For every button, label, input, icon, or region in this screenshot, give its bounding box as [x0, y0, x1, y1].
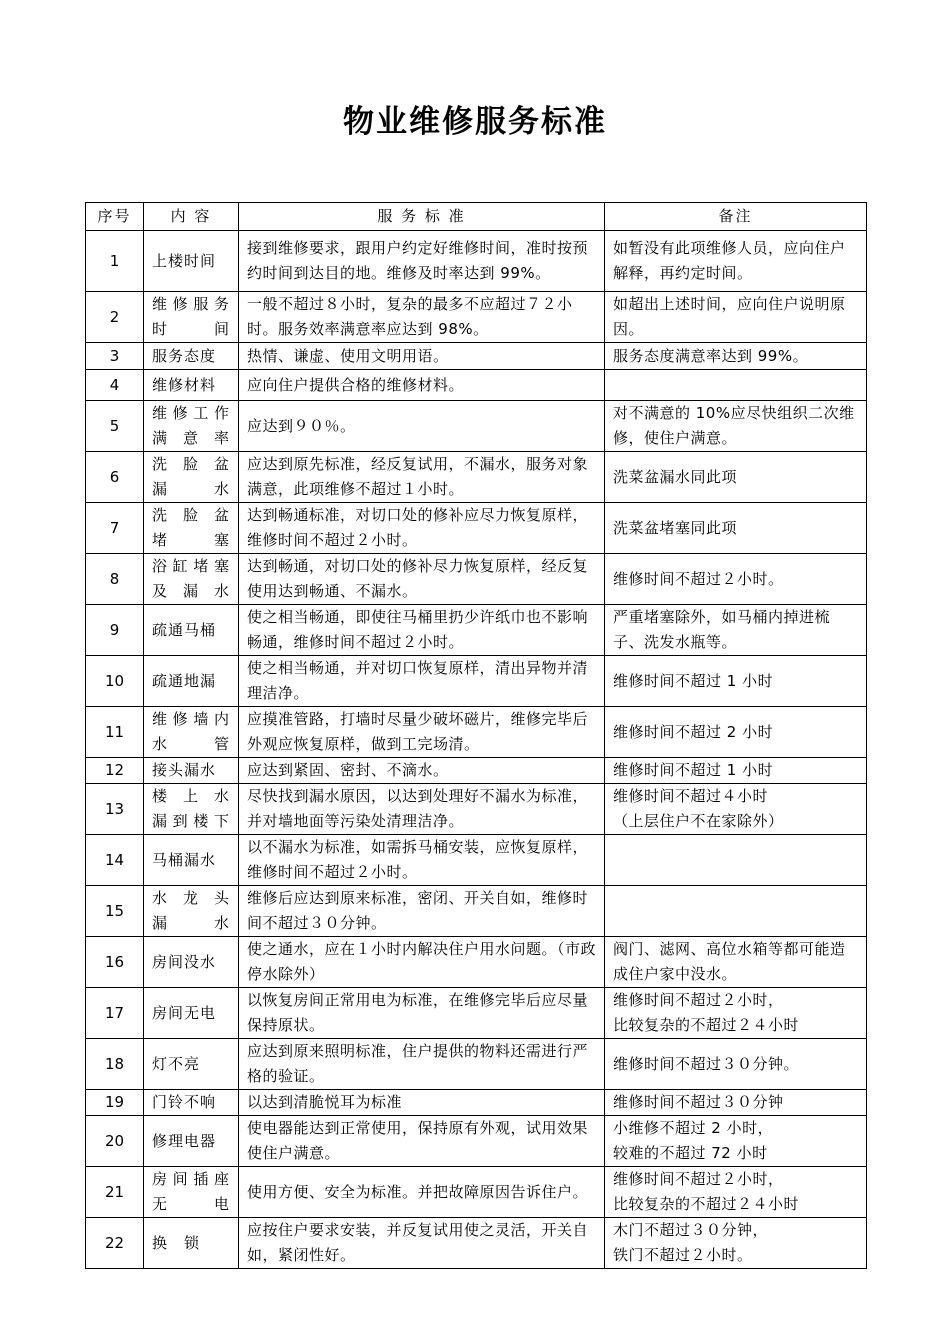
row-item-line: 房间没水	[152, 952, 217, 971]
row-serial-no: 17	[86, 988, 144, 1039]
row-service-standard: 应向住户提供合格的维修材料。	[239, 370, 605, 401]
row-item	[144, 554, 239, 605]
header-remarks: 备注	[605, 203, 867, 231]
row-service-standard: 以不漏水为标准，如需拆马桶安装，应恢复原样，维修时间不超过２小时。	[239, 835, 605, 886]
row-remarks: 阀门、滤网、高位水箱等都可能造成住户家中没水。	[605, 937, 867, 988]
row-item-line: 漏 水	[152, 914, 230, 932]
row-remarks: 维修时间不超过２小时， 比较复杂的不超过２４小时	[605, 1167, 867, 1218]
table-row	[86, 231, 867, 292]
row-remarks: 小维修不超过 2 小时， 较难的不超过 72 小时	[605, 1116, 867, 1167]
row-serial-no: 18	[86, 1039, 144, 1090]
row-item-line: 接头漏水	[152, 761, 217, 779]
row-item	[144, 452, 239, 503]
row-item	[144, 1116, 239, 1167]
row-service-standard: 使用方便、安全为标准。并把故障原因告诉住户。	[239, 1167, 605, 1218]
header-service-standard: 服 务 标 准	[239, 203, 605, 231]
row-service-standard: 以达到清脆悦耳为标准	[239, 1090, 605, 1116]
row-remarks: 维修时间不超过２小时。	[605, 554, 867, 605]
row-serial-no: 9	[86, 605, 144, 656]
table-row	[86, 370, 867, 401]
row-item-line: 水龙头	[152, 889, 230, 907]
row-service-standard: 以恢复房间正常用电为标准，在维修完毕后应尽量保持原状。	[239, 988, 605, 1039]
table-row	[86, 988, 867, 1039]
row-remarks: 对不满意的 10%应尽快组织二次维修，使住户满意。	[605, 401, 867, 452]
row-remarks: 维修时间不超过４小时 （上层住户不在家除外）	[605, 784, 867, 835]
row-item-line: 堵 塞	[152, 531, 230, 549]
row-remarks: 服务态度满意率达到 99%。	[605, 343, 867, 370]
table-row	[86, 835, 867, 886]
row-item-line: 疏通地漏	[152, 671, 217, 690]
row-item	[144, 988, 239, 1039]
row-item	[144, 1218, 239, 1269]
row-item-line: 无电	[152, 1195, 230, 1213]
row-service-standard: 使之相当畅通，即使往马桶里扔少许纸巾也不影响畅通，维修时间不超过２小时。	[239, 605, 605, 656]
row-item-line: 时 间	[152, 320, 230, 338]
row-item	[144, 937, 239, 988]
row-serial-no: 11	[86, 707, 144, 758]
row-service-standard: 一般不超过８小时，复杂的最多不应超过７２小时。服务效率满意率应达到 98%。	[239, 292, 605, 343]
row-item	[144, 886, 239, 937]
row-serial-no: 4	[86, 370, 144, 401]
row-service-standard: 应摸准管路，打墙时尽量少破坏磁片，维修完毕后外观应恢复原样，做到工完场清。	[239, 707, 605, 758]
row-serial-no: 10	[86, 656, 144, 707]
row-service-standard: 热情、谦虚、使用文明用语。	[239, 343, 605, 370]
row-serial-no: 16	[86, 937, 144, 988]
row-item-line: 上楼时间	[152, 251, 217, 270]
row-item-line: 楼上水	[152, 787, 230, 805]
row-remarks: 洗菜盆漏水同此项	[605, 452, 867, 503]
row-serial-no: 5	[86, 401, 144, 452]
table-row	[86, 554, 867, 605]
row-item	[144, 656, 239, 707]
row-remarks: 如暂没有此项维修人员，应向住户解释，再约定时间。	[605, 231, 867, 292]
row-serial-no: 7	[86, 503, 144, 554]
row-item-line: 灯不亮	[152, 1054, 201, 1073]
header-content: 内 容	[144, 203, 239, 231]
row-item	[144, 343, 239, 370]
row-service-standard: 接到维修要求，跟用户约定好维修时间，准时按预约时间到达目的地。维修及时率达到 99%。	[239, 231, 605, 292]
table-row	[86, 343, 867, 370]
row-remarks: 维修时间不超过 1 小时	[605, 758, 867, 784]
row-item-line: 洗脸盆	[152, 506, 230, 524]
row-remarks: 木门不超过３０分钟， 铁门不超过２小时。	[605, 1218, 867, 1269]
table-row	[86, 605, 867, 656]
row-remarks: 严重堵塞除外，如马桶内掉进梳子、洗发水瓶等。	[605, 605, 867, 656]
row-remarks	[605, 835, 867, 886]
row-item	[144, 1167, 239, 1218]
row-remarks: 如超出上述时间，应向住户说明原因。	[605, 292, 867, 343]
table-row	[86, 1116, 867, 1167]
row-serial-no: 22	[86, 1218, 144, 1269]
table-row	[86, 503, 867, 554]
row-item-line: 房间插座	[152, 1170, 230, 1188]
row-item	[144, 605, 239, 656]
row-item-line: 门铃不响	[152, 1093, 217, 1111]
row-item-line: 疏通马桶	[152, 620, 217, 639]
table-row	[86, 1090, 867, 1116]
table-row	[86, 707, 867, 758]
row-item-line: 维修墙内	[152, 710, 230, 728]
row-service-standard: 应达到原来照明标准，住户提供的物料还需进行严格的验证。	[239, 1039, 605, 1090]
row-item	[144, 758, 239, 784]
row-service-standard: 应达到９０％。	[239, 401, 605, 452]
row-service-standard: 使电器能达到正常使用，保持原有外观，试用效果使住户满意。	[239, 1116, 605, 1167]
row-item-line: 修理电器	[152, 1131, 217, 1150]
row-item-line: 满意率	[152, 429, 230, 447]
row-item-line: 浴缸堵塞	[152, 557, 230, 575]
row-serial-no: 6	[86, 452, 144, 503]
row-serial-no: 20	[86, 1116, 144, 1167]
row-item-line: 换 锁	[152, 1233, 201, 1252]
row-serial-no: 2	[86, 292, 144, 343]
table-row	[86, 292, 867, 343]
table-row	[86, 656, 867, 707]
row-service-standard: 尽快找到漏水原因，以达到处理好不漏水为标准，并对墙地面等污染处清理洁净。	[239, 784, 605, 835]
row-item	[144, 835, 239, 886]
row-item	[144, 707, 239, 758]
row-item	[144, 401, 239, 452]
row-remarks: 维修时间不超过 2 小时	[605, 707, 867, 758]
row-remarks: 洗菜盆堵塞同此项	[605, 503, 867, 554]
row-service-standard: 使之通水，应在１小时内解决住户用水问题。（市政停水除外）	[239, 937, 605, 988]
row-item-line: 及漏水	[152, 582, 230, 600]
row-service-standard: 应按住户要求安装，并反复试用使之灵活，开关自如，紧闭性好。	[239, 1218, 605, 1269]
table-row	[86, 758, 867, 784]
table-row	[86, 452, 867, 503]
table-header-row	[86, 203, 867, 231]
row-remarks: 维修时间不超过３０分钟。	[605, 1039, 867, 1090]
row-item-line: 漏 水	[152, 480, 230, 498]
row-item-line: 水管	[152, 735, 230, 753]
table-row	[86, 784, 867, 835]
row-serial-no: 19	[86, 1090, 144, 1116]
row-item	[144, 1090, 239, 1116]
page-title: 物业维修服务标准	[343, 104, 607, 140]
row-remarks	[605, 370, 867, 401]
row-service-standard: 达到畅通，对切口处的修补尽力恢复原样，经反复使用达到畅通、不漏水。	[239, 554, 605, 605]
row-serial-no: 1	[86, 231, 144, 292]
row-item-line: 漏到楼下	[152, 812, 230, 830]
table-row	[86, 401, 867, 452]
row-service-standard: 使之相当畅通，并对切口恢复原样，清出异物并清理洁净。	[239, 656, 605, 707]
row-item-line: 马桶漏水	[152, 850, 217, 869]
row-remarks: 维修时间不超过 1 小时	[605, 656, 867, 707]
row-item-line: 维修服务	[152, 295, 230, 313]
header-serial-no: 序号	[86, 203, 144, 231]
row-service-standard: 应达到原先标准，经反复试用，不漏水，服务对象满意，此项维修不超过１小时。	[239, 452, 605, 503]
row-item	[144, 370, 239, 401]
row-serial-no: 3	[86, 343, 144, 370]
service-standard-table	[85, 202, 867, 1269]
row-item-line: 维修材料	[152, 375, 217, 394]
row-item	[144, 784, 239, 835]
table-row	[86, 1218, 867, 1269]
row-item	[144, 231, 239, 292]
row-remarks: 维修时间不超过２小时， 比较复杂的不超过２４小时	[605, 988, 867, 1039]
row-item-line: 房间无电	[152, 1003, 217, 1022]
row-serial-no: 13	[86, 784, 144, 835]
table-body	[86, 231, 867, 1269]
row-item-line: 服务态度	[152, 346, 217, 365]
row-item-line: 洗脸盆	[152, 455, 230, 473]
row-serial-no: 8	[86, 554, 144, 605]
row-item	[144, 292, 239, 343]
row-item	[144, 1039, 239, 1090]
row-item-line: 维修工作	[152, 404, 230, 422]
row-serial-no: 14	[86, 835, 144, 886]
row-service-standard: 应达到紧固、密封、不滴水。	[239, 758, 605, 784]
table-row	[86, 937, 867, 988]
table-row	[86, 886, 867, 937]
row-serial-no: 21	[86, 1167, 144, 1218]
table-row	[86, 1039, 867, 1090]
table-row	[86, 1167, 867, 1218]
row-item	[144, 503, 239, 554]
row-service-standard: 达到畅通标准，对切口处的修补应尽力恢复原样，维修时间不超过２小时。	[239, 503, 605, 554]
row-service-standard: 维修后应达到原来标准，密闭、开关自如，维修时间不超过３０分钟。	[239, 886, 605, 937]
row-remarks: 维修时间不超过３０分钟	[605, 1090, 867, 1116]
row-serial-no: 15	[86, 886, 144, 937]
row-serial-no: 12	[86, 758, 144, 784]
row-remarks	[605, 886, 867, 937]
